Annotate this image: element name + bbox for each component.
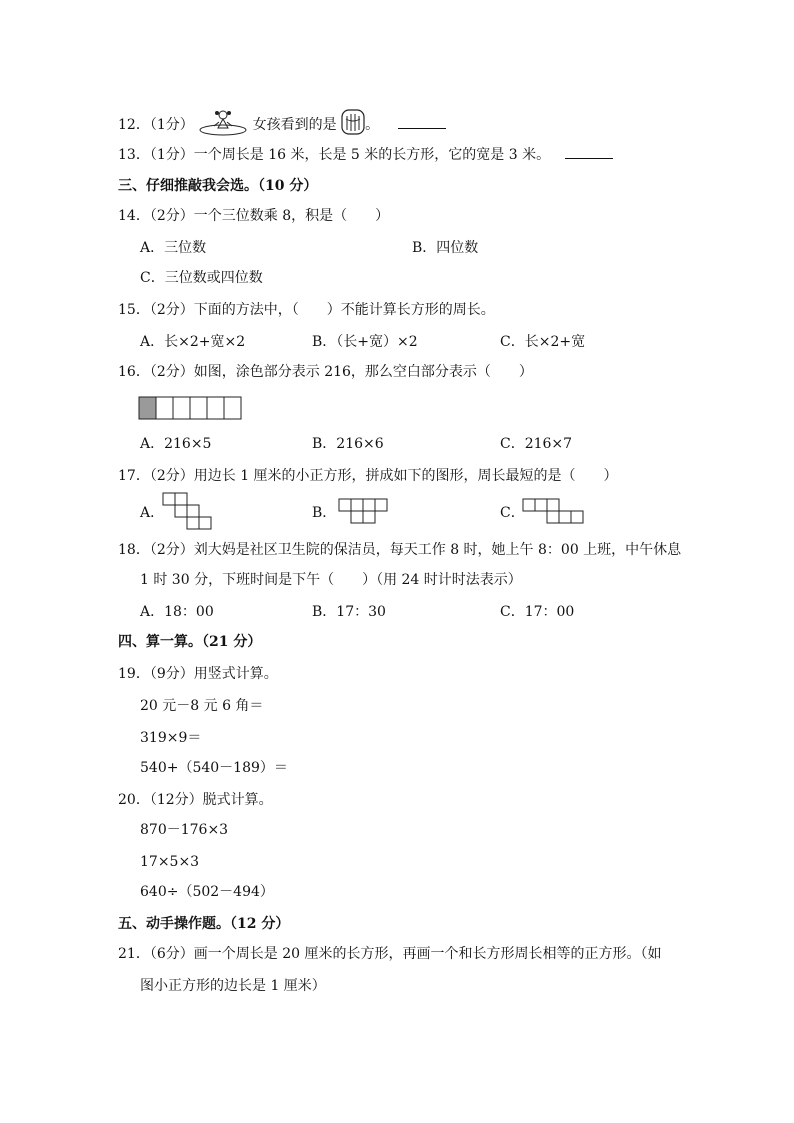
question-score: （2分） <box>149 468 194 484</box>
question-number: 18． <box>118 542 150 558</box>
question-text: 脱式计算。 <box>202 792 273 808</box>
question-number: 12． <box>118 117 150 133</box>
question-score: （2分） <box>149 364 194 380</box>
option-a[interactable]: A．三位数 <box>140 240 207 256</box>
question-score: （2分） <box>149 542 194 558</box>
option-c[interactable]: C．长×2+宽 <box>500 334 586 350</box>
question-12: 12．（1分） 女孩看到的是 。 <box>118 108 446 142</box>
question-score: （2分） <box>149 208 194 224</box>
girl-on-mat-icon <box>198 108 248 142</box>
question-text: 女孩看到的是 <box>252 117 337 133</box>
answer-blank[interactable] <box>398 114 446 129</box>
question-20 <box>118 790 273 810</box>
option-b[interactable]: B． <box>312 505 337 521</box>
question-number: 17． <box>118 468 150 484</box>
question-text: 画一个周长是 20 厘米的长方形，再画一个和长方形周长相等的正方形。（如 <box>193 946 662 962</box>
section-title: 五、动手操作题。（12 分） <box>118 916 290 932</box>
strip-diagram <box>138 396 242 420</box>
question-text-cont: 图小正方形的边长是 1 厘米） <box>140 978 326 994</box>
question-number: 16． <box>118 364 150 380</box>
question-14 <box>118 206 389 226</box>
option-b[interactable]: B．四位数 <box>412 240 479 256</box>
option-a[interactable]: A．长×2+宽×2 <box>140 334 246 350</box>
option-a[interactable]: A．216×5 <box>140 436 212 452</box>
question-score: （1分） <box>149 117 194 133</box>
staircase-shape <box>162 492 214 530</box>
question-text: 下面的方法中，（ ）不能计算长方形的周长。 <box>193 302 495 318</box>
option-c[interactable]: C．17：00 <box>500 604 575 620</box>
question-17 <box>118 466 618 486</box>
question-number: 20． <box>118 792 150 808</box>
question-number: 14． <box>118 208 150 224</box>
question-text: 用竖式计算。 <box>193 666 278 682</box>
expression: 20 元－8 元 6 角＝ <box>140 698 264 714</box>
question-text: 刘大妈是社区卫生院的保洁员，每天工作 8 时，她上午 8：00 上班，中午休息 <box>193 542 682 558</box>
option-b[interactable]: B．216×6 <box>312 436 384 452</box>
question-text: 如图，涂色部分表示 216，那么空白部分表示（ ） <box>193 364 533 380</box>
question-text: 一个三位数乘 8，积是（ ） <box>193 208 390 224</box>
question-text-cont: 1 时 30 分，下班时间是下午（ ）（用 24 时计时法表示） <box>140 572 522 588</box>
question-text: 用边长 1 厘米的小正方形，拼成如下的图形，周长最短的是（ ） <box>193 468 618 484</box>
question-16 <box>118 362 533 382</box>
question-score: （12分） <box>149 792 203 808</box>
option-c[interactable]: C．三位数或四位数 <box>140 270 263 286</box>
question-text: 一个周长是 16 米，长是 5 米的长方形，它的宽是 3 米。 <box>193 147 551 163</box>
option-b[interactable]: B．17：30 <box>312 604 386 620</box>
expression: 540+（540－189）＝ <box>140 760 288 776</box>
question-19 <box>118 664 278 684</box>
question-score: （1分） <box>149 147 194 163</box>
question-number: 13． <box>118 147 150 163</box>
expression: 319×9＝ <box>140 730 202 746</box>
question-21 <box>118 944 661 964</box>
question-13 <box>118 144 613 165</box>
question-18 <box>118 540 681 560</box>
question-15 <box>118 300 495 320</box>
expression: 870－176×3 <box>140 822 229 838</box>
answer-blank[interactable] <box>565 144 613 159</box>
question-score: （2分） <box>149 302 194 318</box>
option-c[interactable]: C． <box>500 505 525 521</box>
question-score: （6分） <box>149 946 194 962</box>
option-a[interactable]: A． <box>140 505 165 521</box>
question-number: 15． <box>118 302 150 318</box>
section-title: 四、算一算。（21 分） <box>118 634 262 650</box>
expression: 17×5×3 <box>140 854 200 870</box>
question-score: （9分） <box>149 666 194 682</box>
step-shape <box>522 498 586 526</box>
question-number: 19． <box>118 666 150 682</box>
question-number: 21． <box>118 946 150 962</box>
girl-back-view-icon <box>341 109 365 141</box>
option-c[interactable]: C．216×7 <box>500 436 573 452</box>
option-b[interactable]: B．（长+宽）×2 <box>312 334 418 350</box>
expression: 640÷（502－494） <box>140 884 274 900</box>
option-a[interactable]: A．18：00 <box>140 604 214 620</box>
section-title: 三、仔细推敲我会选。（10 分） <box>118 178 318 194</box>
t-shape <box>338 498 390 526</box>
